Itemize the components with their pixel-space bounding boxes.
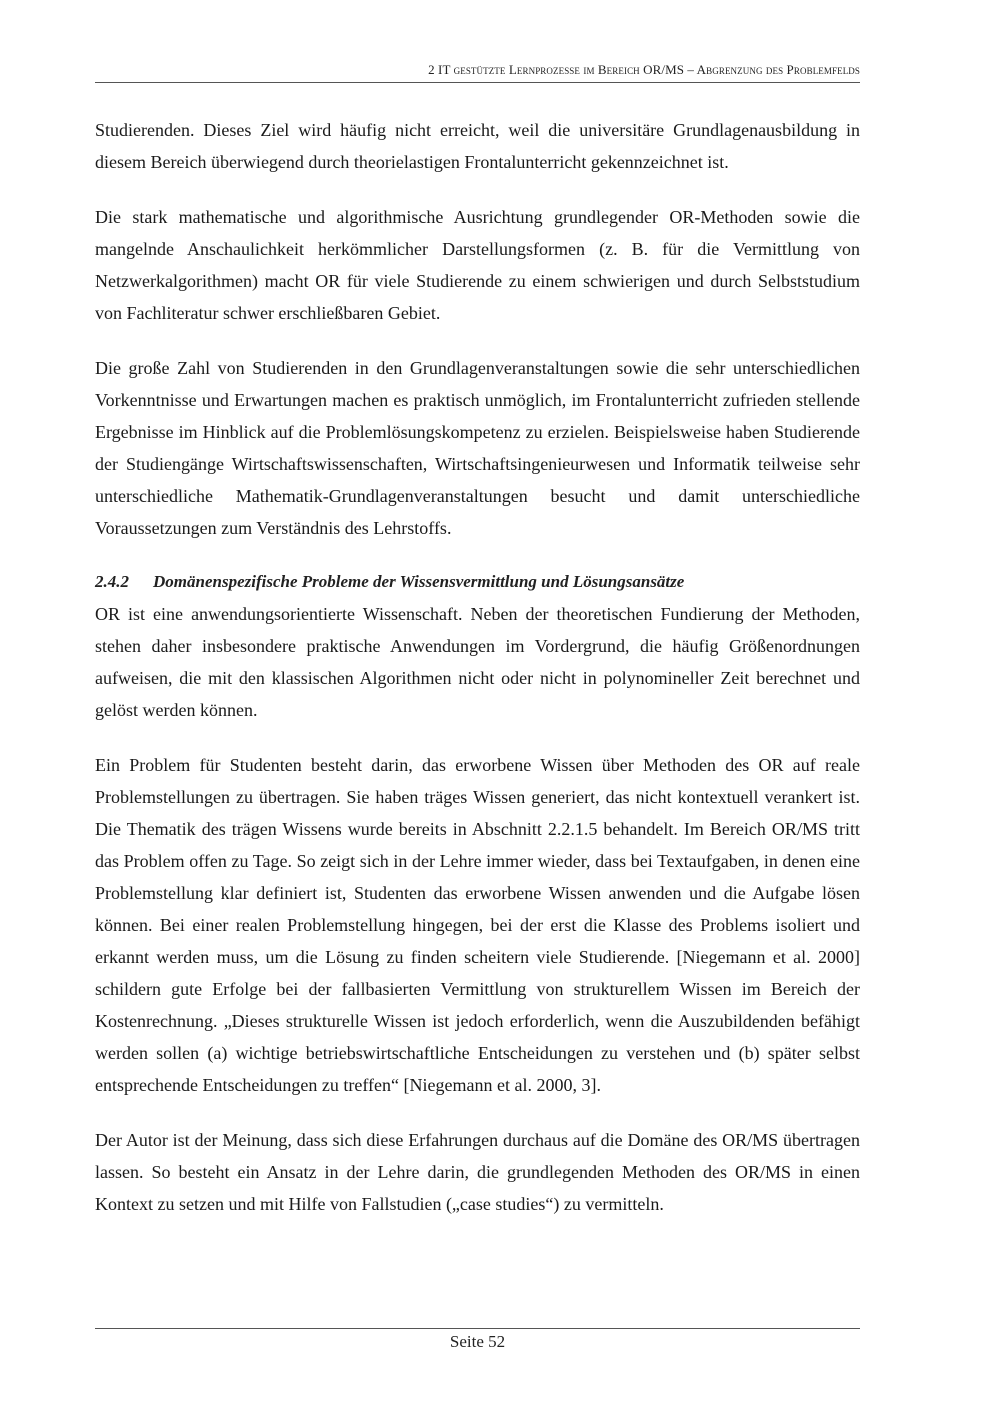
section-paragraph-3: Der Autor ist der Meinung, dass sich diese Erfahrungen durchaus auf die Domäne des OR/MS übertragen lassen. So besteht ein Ansatz in der Lehre darin, die grundlegenden Methoden des OR/MS in einen Kontext zu setzen und mit Hilfe von Fallstudien („case studies“) zu vermitteln. bbox=[95, 1130, 860, 1214]
section-heading bbox=[95, 567, 860, 597]
header-divider bbox=[95, 82, 860, 83]
running-header bbox=[95, 62, 860, 78]
section-number: 2.4.2 bbox=[95, 572, 129, 591]
header-chapter-number: 2 bbox=[428, 62, 435, 77]
section-paragraph-2: Ein Problem für Studenten besteht darin, das erworbene Wissen über Methoden des OR auf reale Problemstellungen zu übertragen. Sie haben träges Wissen generiert, das nicht kontextuell verankert ist. Die Thematik des trägen Wissens wurde bereits in Abschnitt 2.2.1.5 behandelt. Im Bereich OR/MS tritt das Problem offen zu Tage. So zeigt sich in der Lehre immer wieder, dass bei Textaufgaben, in denen eine Problemstellung klar definiert ist, Studenten das erworbene Wissen anwenden und die Aufgabe lösen können. Bei einer realen Problemstellung hingegen, bei der erst die Klasse des Problems isoliert und erkannt werden muss, um die Lösung zu finden scheitern viele Studierende. [Niegemann et al. 2000] schildern gute Erfolge bei der fallbasierten Vermittlung von strukturellem Wissen im Bereich der Kostenrechnung. „Dieses strukturelle Wissen ist jedoch erforderlich, wenn die Auszubildenden befähigt werden sollen (a) wichtige betriebswirtschaftliche Entscheidungen zu verstehen und (b) später selbst entsprechende Entscheidungen zu treffen“ [Niegemann et al. 2000, 3]. bbox=[95, 755, 860, 1095]
section-paragraph-1: OR ist eine anwendungsorientierte Wissenschaft. Neben der theoretischen Fundierung der Methoden, stehen daher insbesondere praktische Anwendungen im Vordergrund, die häufig Größenordnungen aufweisen, die mit den klassischen Algorithmen nicht oder nicht in polynomineller Zeit berechnet und gelöst werden können. bbox=[95, 604, 860, 720]
page-number: Seite 52 bbox=[449, 1332, 506, 1351]
paragraph-3: Die große Zahl von Studierenden in den Grundlagenveranstaltungen sowie die sehr unterschiedlichen Vorkenntnisse und Erwartungen machen es praktisch unmöglich, im Frontalunterricht zufrieden stellende Ergebnisse im Hinblick auf die Problemlösungskompetenz zu erzielen. Beispielsweise haben Studierende der Studiengänge Wirtschaftswissenschaften, Wirtschaftsingenieurwesen und Informatik teilweise sehr unterschiedliche Mathematik-Grundlagenveranstaltungen besucht und damit unterschiedliche Voraussetzungen zum Verständnis des Lehrstoffs. bbox=[95, 358, 860, 538]
paragraph-2: Die stark mathematische und algorithmische Ausrichtung grundlegender OR-Methoden sowie die mangelnde Anschaulichkeit herkömmlicher Darstellungsformen (z. B. für die Vermittlung von Netzwerkalgorithmen) macht OR für viele Studierende zu einem schwierigen und durch Selbststudium von Fachliteratur schwer erschließbaren Gebiet. bbox=[95, 207, 860, 323]
page-body bbox=[95, 114, 860, 1243]
footer-divider bbox=[95, 1328, 860, 1329]
paragraph-1: Studierenden. Dieses Ziel wird häufig nicht erreicht, weil die universitäre Grundlagenausbildung in diesem Bereich überwiegend durch theorielastigen Frontalunterricht gekennzeichnet ist. bbox=[95, 120, 860, 172]
header-chapter-title: IT gestützte Lernprozesse im Bereich OR/MS – Abgrenzung des Problemfelds bbox=[438, 62, 860, 77]
section-title: Domänenspezifische Probleme der Wissensvermittlung und Lösungsansätze bbox=[153, 572, 685, 591]
